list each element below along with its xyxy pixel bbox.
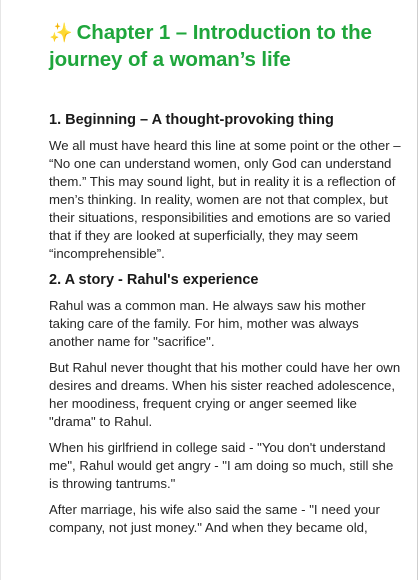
paragraph: When his girlfriend in college said - "You don't understand me", Rahul would get angry - "I am doing so much, still she is throwing tantrums.": [49, 440, 394, 491]
sparkles-icon: ✨: [49, 23, 73, 44]
chapter-title: [49, 20, 401, 73]
paragraph: After marriage, his wife also said the same - "I need your company, not just money." And when they became old,: [49, 502, 380, 535]
paragraph: But Rahul never thought that his mother could have her own desires and dreams. When his sister reached adolescence, her moodiness, frequent crying or anger seemed like "drama" to Rahul.: [49, 360, 401, 429]
section-heading: 1. Beginning – A thought-provoking thing: [49, 112, 334, 128]
section-story: [49, 271, 401, 537]
paragraph: Rahul was a common man. He always saw his mother taking care of the family. For him, mother was always another name for "sacrifice".: [49, 298, 366, 349]
chapter-title-text: Chapter 1 – Introduction to the journey of a woman’s life: [49, 21, 372, 71]
section-heading: 2. A story - Rahul's experience: [49, 272, 259, 288]
section-beginning: [49, 111, 401, 263]
paragraph: We all must have heard this line at some point or the other – “No one can understand women, only God can understand them.” This may sound light, but in reality it is a reflection of men’s thinking. In reality, women are not that complex, but their situations, responsibilities and emotions are so varied that if they are looked at superficially, they may seem “incomprehensible”.: [49, 138, 401, 261]
